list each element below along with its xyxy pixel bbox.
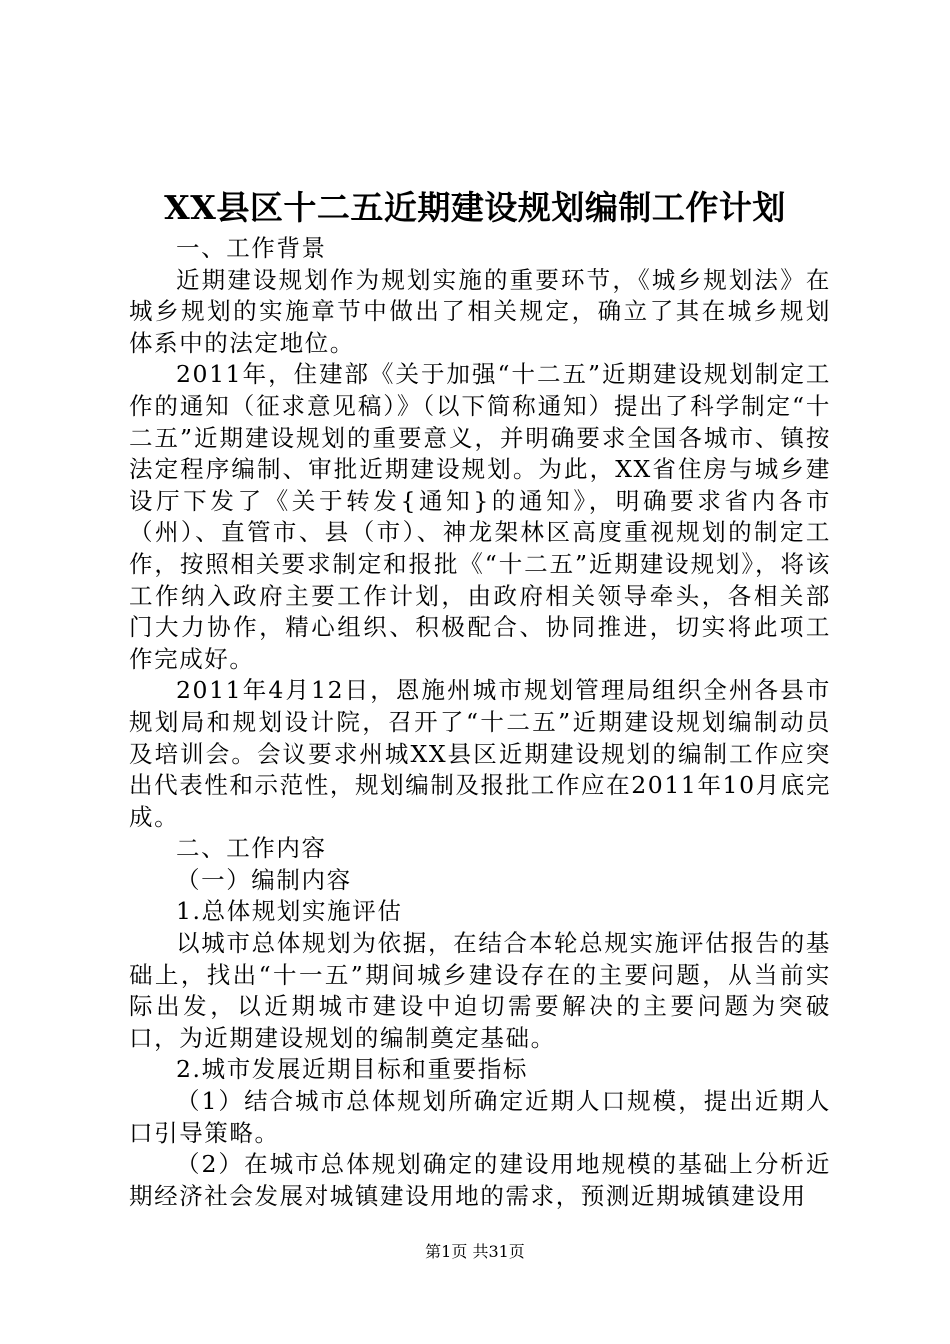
page-number-footer: 第1页 共31页 xyxy=(425,1242,525,1261)
paragraph: 以城市总体规划为依据，在结合本轮总规实施评估报告的基础上，找出“十一五”期间城乡建设存在的主要问题，从当前实际出发，以近期城市建设中迫切需要解决的主要问题为突破口，为近期建设规划的编制奠定基础。 xyxy=(129,929,831,1052)
paragraph: 2011年，住建部《关于加强“十二五”近期建设规划制定工作的通知（征求意见稿）》（以下简称通知）提出了科学制定“十二五”近期建设规划的重要意义，并明确要求全国各城市、镇按法定程序编制、审批近期建设规划。为此，XX省住房与城乡建设厅下发了《关于转发{通知}的通知》，明确要求省内各市（州）、直管市、县（市）、神龙架林区高度重视规划的制定工作，按照相关要求制定和报批《“十二五”近期建设规划》，将该工作纳入政府主要工作计划，由政府相关领导牵头，各相关部门大力协作，精心组织、积极配合、协同推进，切实将此项工作完成好。 xyxy=(129,360,831,673)
item-heading: 1.总体规划实施评估 xyxy=(176,897,403,926)
paragraph: （1）结合城市总体规划所确定近期人口规模，提出近期人口引导策略。 xyxy=(129,1087,831,1147)
document-body xyxy=(129,233,831,1212)
section-heading: 二、工作内容 xyxy=(176,834,327,863)
item-heading: 2.城市发展近期目标和重要指标 xyxy=(176,1055,528,1084)
paragraph: 2011年4月12日，恩施州城市规划管理局组织全州各县市规划局和规划设计院，召开了“十二五”近期建设规划编制动员及培训会。会议要求州城XX县区近期建设规划的编制工作应突出代表性和示范性，规划编制及报批工作应在2011年10月底完成。 xyxy=(129,676,831,831)
section-heading: 一、工作背景 xyxy=(176,234,327,262)
paragraph: 近期建设规划作为规划实施的重要环节，《城乡规划法》在城乡规划的实施章节中做出了相关规定，确立了其在城乡规划体系中的法定地位。 xyxy=(129,265,831,357)
subsection-heading: （一）编制内容 xyxy=(176,865,352,894)
document-title: XX县区十二五近期建设规划编制工作计划 xyxy=(164,188,786,227)
paragraph: （2）在城市总体规划确定的建设用地规模的基础上分析近期经济社会发展对城镇建设用地的需求，预测近期城镇建设用 xyxy=(129,1150,831,1210)
